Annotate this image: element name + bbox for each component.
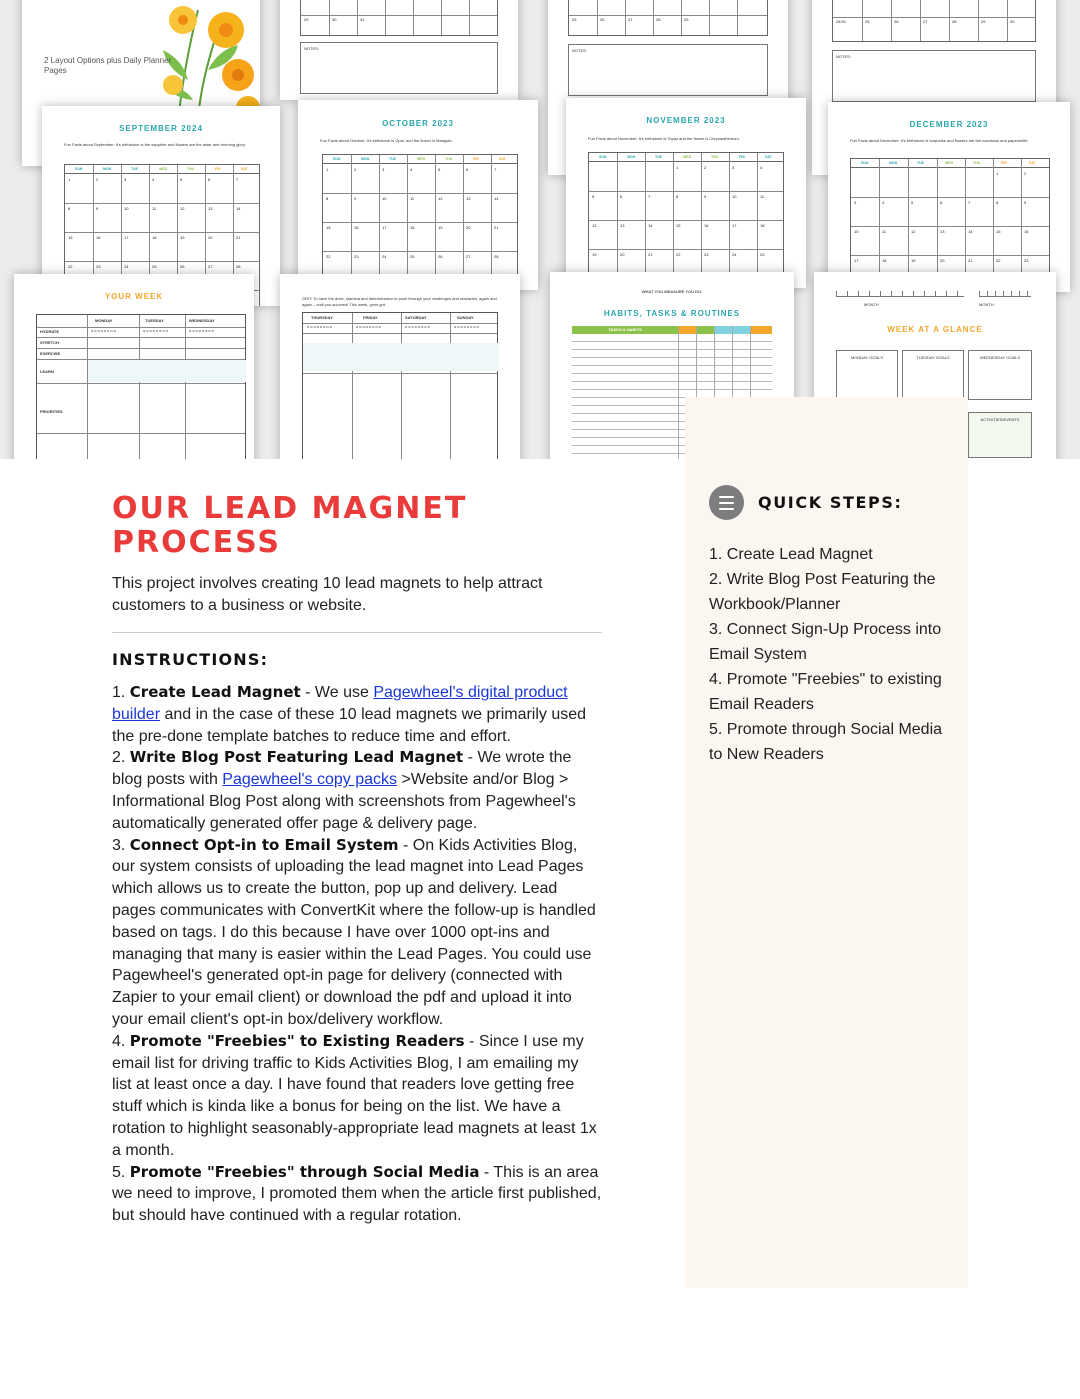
calendar-november: NOVEMBER 2023 Fun Facts about November: It's birthstone is Topaz and the flower is Chrysanthemum. SUN MON TUE WED THU FRI SAT 1 2 3 4 5 6 7 8 9 10 11 12 13 14 15 16 17 18 19 20 21 22 23 24 25 bbox=[566, 98, 806, 288]
notes-box: NOTES: bbox=[568, 44, 768, 96]
section-divider bbox=[112, 632, 602, 633]
quick-step-item: 4. Promote "Freebies" to existing Email Readers bbox=[709, 671, 942, 713]
menu-icon bbox=[709, 485, 744, 520]
instruction-step-5: 5. Promote "Freebies" through Social Media - This is an area we need to improve, I promoted them when the article first published, but should have continued with a regular rotation. bbox=[112, 1162, 602, 1225]
page-title: OUR LEAD MAGNET PROCESS bbox=[112, 491, 468, 560]
your-week-page: YOUR WEEK MONDAY TUESDAY WEDNESDAY HYDRATE STRETCH EXERCISE LEARN PRIORITIES oooooooo oooooooo oooooooo bbox=[14, 274, 254, 459]
instructions-list bbox=[112, 682, 602, 1227]
calendar-december: DECEMBER 2023 Fun Facts about December: It's birthstone is turquoise and flowers are the narcissus and paperwhite. SUN MON TUE WED THU FRI SAT 1 2 3 4 5 6 7 8 9 10 11 12 13 14 15 16 17 18 19 20 21 22 23 bbox=[828, 102, 1070, 292]
step-title: Promote "Freebies" through Social Media bbox=[129, 1162, 480, 1181]
calendar-october: OCTOBER 2023 Fun Facts about October: It's birthstone is Opal, and the flower is Marigold. SUN MON TUE WED THU FRI SAT 1 2 3 4 5 6 7 8 9 10 11 12 13 14 15 16 17 18 19 20 21 22 23 24 25 26 27 28 bbox=[298, 100, 538, 290]
main-content bbox=[112, 492, 602, 1227]
your-week-continued-page: GRIT: To have the drive, stamina and determination to push through your challenges and obstacles, again and again – until you succeed! This week, grow grit. THURSDAY FRIDAY SATURDAY SUNDAY oooooooo oooooooo oooooooo oooooooo bbox=[280, 274, 520, 459]
notes-box: NOTES: bbox=[832, 50, 1036, 102]
quick-steps-header bbox=[709, 485, 902, 520]
quick-steps-sidebar bbox=[685, 397, 968, 1288]
pagewheel-copy-packs-link[interactable]: Pagewheel's copy packs bbox=[222, 771, 397, 789]
instruction-step-4: 4. Promote "Freebies" to Existing Readers - Since I use my email list for driving traffic to Kids Activities Blog, I am emailing my list at least once a day. I have found that readers love getting free stuff which is kinda like a bonus for being on the list. We have a rotation to highlight seasonably-appropriate lead magnets at least 1x a month. bbox=[112, 1031, 597, 1159]
week-at-a-glance-page: MONTH MONTH WEEK AT A GLANCE MONDAY GOALS TUESDAY GOALS WEDNESDAY GOALS ACTIVITIES/EVENTS bbox=[814, 272, 1056, 459]
habits-page: WHAT YOU MEASURE YOU DO. HABITS, TASKS & ROUTINES TASKS & HABITS bbox=[550, 272, 794, 459]
top-page-3: 25 26 27 28 29 NOTES: bbox=[548, 0, 788, 175]
quick-step-item: 3. Connect Sign-Up Process into Email System bbox=[709, 621, 942, 663]
pagewheel-digital-product-builder-link[interactable]: Pagewheel's digital product builder bbox=[112, 684, 568, 723]
step-title: Promote "Freebies" to Existing Readers bbox=[129, 1031, 465, 1050]
intro-text: This project involves creating 10 lead magnets to help attract customers to a business or website. bbox=[112, 575, 543, 614]
quick-steps-list bbox=[709, 542, 949, 767]
planner-collage-image bbox=[0, 0, 1080, 459]
calendar-september: SEPTEMBER 2024 Fun Facts about September: It's birthstone is the sapphire and flowers are the aster and morning glory. SUN MON TUE WED THU FRI SAT 1 2 3 4 5 6 7 8 9 10 11 12 13 14 15 16 17 18 19 20 21 22 23 24 25 26 27 28 bbox=[42, 106, 280, 306]
quick-step-item: 2. Write Blog Post Featuring the Workbook/Planner bbox=[709, 571, 936, 613]
step-title: Connect Opt-in to Email System bbox=[129, 835, 399, 854]
step-title: Create Lead Magnet bbox=[129, 683, 301, 701]
notes-box: NOTES: bbox=[300, 42, 498, 94]
quick-step-item: 5. Promote through Social Media to New Readers bbox=[709, 721, 943, 763]
instruction-step-1: 1. Create Lead Magnet - We use Pagewheel's digital product builder and in the case of these 10 lead magnets we primarily used the pre-done template batches to reduce time and effort. bbox=[112, 683, 587, 745]
top-page-2: 29 30 31 NOTES: bbox=[280, 0, 518, 100]
step-title: Write Blog Post Featuring Lead Magnet bbox=[129, 748, 464, 767]
instruction-step-2: 2. Write Blog Post Featuring Lead Magnet - We wrote the blog posts with Pagewheel's copy packs >Website and/or Blog > Informational Blog Post along with screenshots from Pagewheel's automatically generated offer page & delivery page. bbox=[112, 748, 576, 832]
cover-caption: 2 Layout Options plus Daily Planner Pages bbox=[44, 56, 172, 75]
instructions-heading: INSTRUCTIONS: bbox=[112, 650, 269, 669]
instruction-step-3: 3. Connect Opt-in to Email System - On Kids Activities Blog, our system consists of uploading the lead magnet into Lead Pages which allows us to create the button, pop up and delivery. Lead pages communicates with ConvertKit where the follow-up is handled based on tags. I do this because I have over 1000 opt-ins and managing that many is easier within the Lead Pages. You could use Pagewheel's generated opt-in page for delivery (connected with Zapier to your email client) or download the pdf and upload it into your email client's opt-in box/delivery workflow. bbox=[112, 835, 596, 1028]
quick-step-item: 1. Create Lead Magnet bbox=[709, 546, 873, 563]
quick-steps-title: QUICK STEPS: bbox=[758, 493, 903, 512]
top-page-4: 24/31 25 26 27 28 29 30 NOTES: bbox=[812, 0, 1056, 175]
